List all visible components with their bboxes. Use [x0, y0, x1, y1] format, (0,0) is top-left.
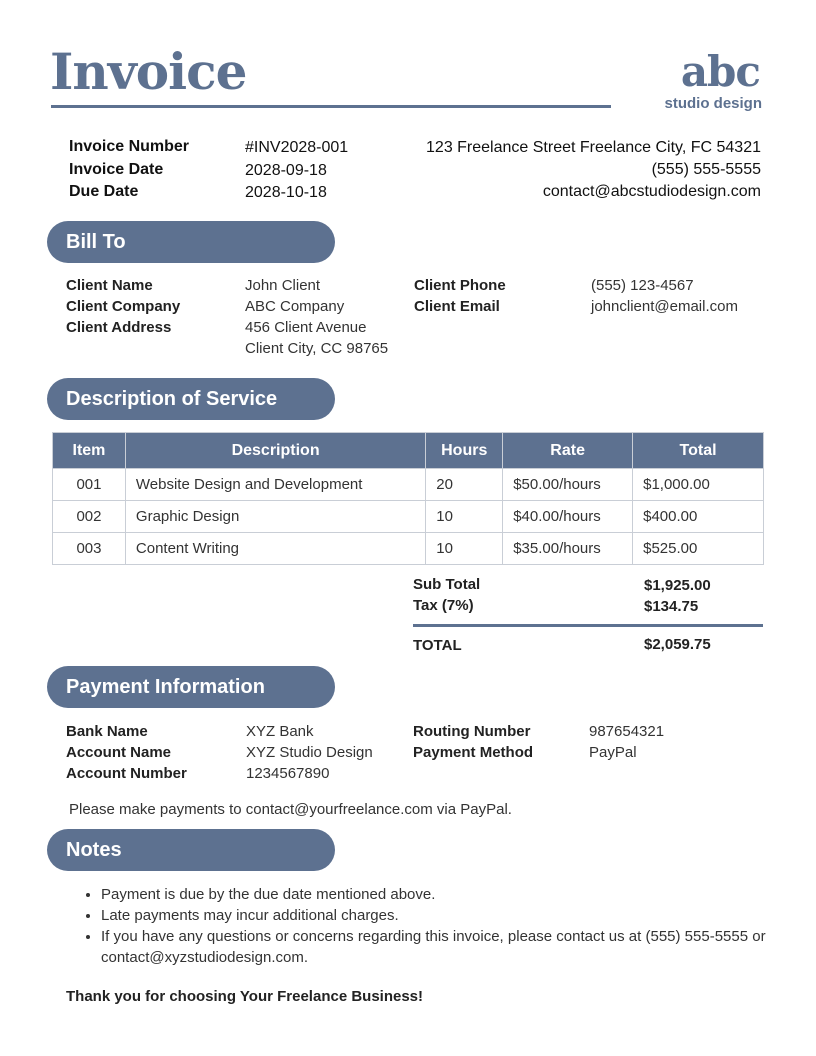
row-rate: $40.00/hours	[503, 501, 633, 533]
routing-number-label: Routing Number	[413, 723, 531, 740]
bank-name-value: XYZ Bank	[246, 723, 314, 740]
row-rate: $35.00/hours	[503, 533, 633, 565]
column-header-rate: Rate	[503, 433, 633, 469]
account-number-value: 1234567890	[246, 765, 330, 782]
sender-email: contact@abcstudiodesign.com	[542, 183, 761, 200]
account-name-value: XYZ Studio Design	[246, 744, 373, 761]
bill-to-heading: Bill To	[47, 221, 335, 263]
payment-heading: Payment Information	[47, 666, 335, 708]
client-address-line2: Client City, CC 98765	[245, 340, 389, 357]
row-item: 003	[53, 533, 126, 565]
column-header-total: Total	[633, 433, 764, 469]
row-description: Graphic Design	[125, 501, 425, 533]
table-row	[53, 533, 764, 565]
invoice-title: Invoice	[50, 42, 247, 101]
client-name-value: John Client	[245, 277, 321, 294]
row-total: $400.00	[633, 501, 764, 533]
bank-name-label: Bank Name	[66, 723, 148, 740]
row-hours: 10	[426, 533, 503, 565]
column-header-hours: Hours	[426, 433, 503, 469]
invoice-number-value: #INV2028-001	[245, 139, 349, 156]
client-name-label: Client Name	[66, 277, 153, 294]
payment-method-label: Payment Method	[413, 744, 534, 761]
sender-phone: (555) 555-5555	[651, 161, 761, 178]
logo-tagline: studio design	[664, 95, 762, 112]
due-date-label: Due Date	[69, 183, 139, 200]
list-item: • Late payments may incur additional charges.	[101, 905, 771, 926]
row-hours: 20	[426, 469, 503, 501]
list-item: • Payment is due by the due date mentioned above.	[101, 884, 771, 905]
grand-total-label: TOTAL	[413, 637, 462, 654]
client-email-value: johnclient@email.com	[591, 298, 738, 315]
invoice-number-label: Invoice Number	[69, 138, 190, 155]
client-company-value: ABC Company	[245, 298, 345, 315]
payment-instruction: Please make payments to contact@yourfreelance.com via PayPal.	[69, 801, 512, 818]
row-total: $1,000.00	[633, 469, 764, 501]
grand-total-value: $2,059.75	[644, 636, 711, 653]
tax-value: $134.75	[644, 598, 699, 615]
client-address-line1: 456 Client Avenue	[245, 319, 367, 336]
row-description: Website Design and Development	[125, 469, 425, 501]
table-row	[53, 501, 764, 533]
services-heading: Description of Service	[47, 378, 335, 420]
row-hours: 10	[426, 501, 503, 533]
tax-label: Tax (7%)	[413, 597, 474, 614]
client-phone-label: Client Phone	[414, 277, 506, 294]
column-header-description: Description	[125, 433, 425, 469]
services-table	[52, 432, 764, 565]
row-item: 002	[53, 501, 126, 533]
table-row	[53, 469, 764, 501]
invoice-date-value: 2028-09-18	[245, 162, 327, 179]
due-date-value: 2028-10-18	[245, 184, 327, 201]
client-email-label: Client Email	[414, 298, 500, 315]
list-item: • If you have any questions or concerns regarding this invoice, please contact us at (555) 555-5555 or contact@xyzstudiodesign.com.	[101, 926, 771, 968]
invoice-date-label: Invoice Date	[69, 161, 164, 178]
totals-divider	[413, 624, 763, 627]
subtotal-value: $1,925.00	[644, 577, 711, 594]
thank-you-message: Thank you for choosing Your Freelance Business!	[66, 988, 424, 1005]
row-description: Content Writing	[125, 533, 425, 565]
client-company-label: Client Company	[66, 298, 181, 315]
payment-method-value: PayPal	[589, 744, 637, 761]
client-address-label: Client Address	[66, 319, 172, 336]
column-header-item: Item	[53, 433, 126, 469]
services-header-row	[53, 433, 764, 469]
title-divider	[51, 105, 611, 108]
account-name-label: Account Name	[66, 744, 172, 761]
row-total: $525.00	[633, 533, 764, 565]
account-number-label: Account Number	[66, 765, 187, 782]
notes-list	[66, 884, 771, 968]
client-phone-value: (555) 123-4567	[591, 277, 694, 294]
row-rate: $50.00/hours	[503, 469, 633, 501]
notes-heading: Notes	[47, 829, 335, 871]
subtotal-label: Sub Total	[413, 576, 481, 593]
logo-wordmark: abc	[680, 47, 760, 96]
row-item: 001	[53, 469, 126, 501]
sender-address: 123 Freelance Street Freelance City, FC 54321	[426, 139, 761, 156]
routing-number-value: 987654321	[589, 723, 665, 740]
